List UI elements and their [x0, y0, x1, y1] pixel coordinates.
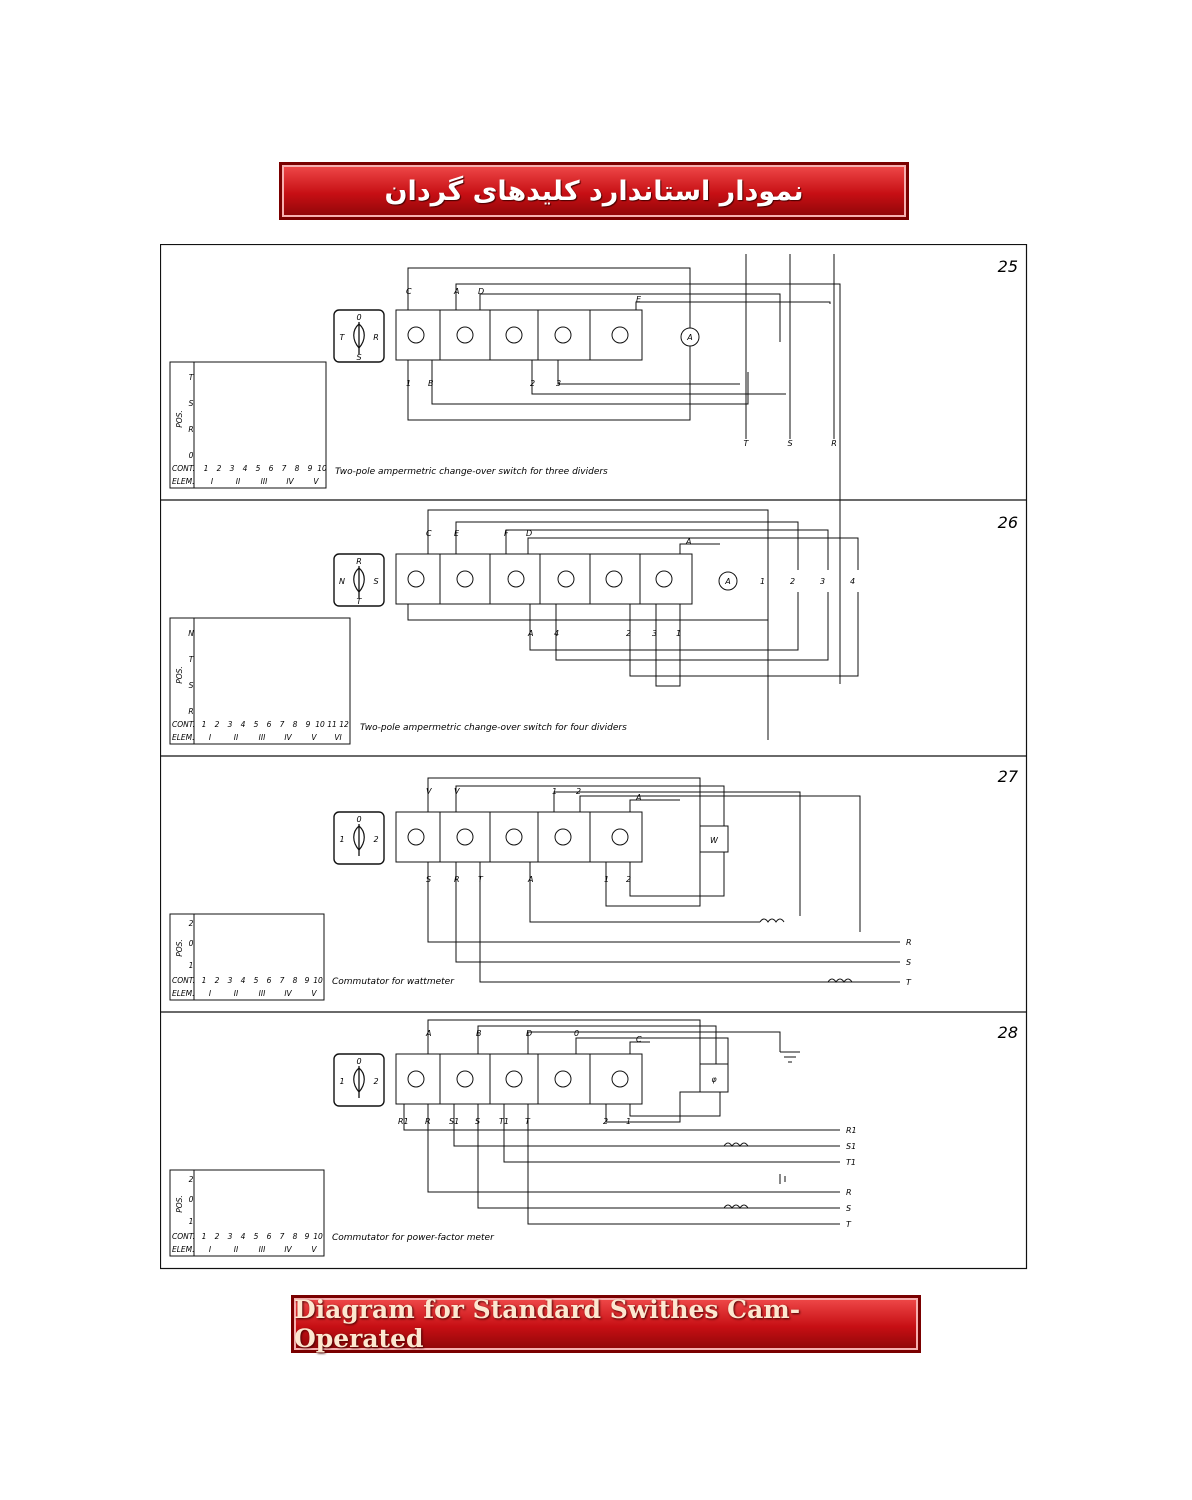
- knob-label-left: 1: [339, 835, 345, 844]
- grid-elem-label: ELEM.: [172, 477, 195, 486]
- grid-cont-6: 6: [268, 464, 274, 473]
- top-label: A: [686, 537, 692, 546]
- grid-elem-3: III: [258, 1245, 266, 1254]
- line-label: R: [831, 439, 837, 448]
- grid-cont-4: 4: [240, 1232, 246, 1241]
- selector-knob: [334, 1054, 384, 1106]
- grid-pos-label: POS.: [175, 939, 184, 957]
- grid-cont-10: 10: [313, 1232, 323, 1241]
- panel-caption: Commutator for power-factor meter: [332, 1233, 494, 1243]
- grid-cont-9: 9: [307, 464, 313, 473]
- top-label: D: [526, 529, 533, 538]
- grid-pos-1: T: [188, 655, 194, 664]
- grid-elem-1: I: [210, 477, 214, 486]
- top-label: V: [454, 787, 460, 796]
- bottom-label: S: [426, 875, 432, 884]
- grid-pos-label: POS.: [175, 410, 184, 428]
- grid-cont-5: 5: [253, 720, 259, 729]
- bottom-label: R1: [398, 1117, 409, 1126]
- knob-label-bottom: T: [356, 597, 362, 606]
- grid-cont-4: 4: [240, 976, 246, 985]
- grid-cont-8: 8: [294, 464, 300, 473]
- line-label: T: [743, 439, 749, 448]
- grid-pos-0: 2: [188, 919, 194, 928]
- bottom-label: 1: [676, 629, 682, 638]
- top-label: E: [636, 295, 642, 304]
- line-label: S: [787, 439, 793, 448]
- top-label: C: [636, 1035, 642, 1044]
- grid-elem-4: IV: [286, 477, 294, 486]
- top-label: A: [636, 793, 642, 802]
- line-label: 2: [790, 577, 796, 586]
- grid-cont-label: CONT.: [172, 720, 195, 729]
- grid-cont-1: 1: [201, 1232, 207, 1241]
- grid-cont-6: 6: [266, 720, 272, 729]
- grid-cont-7: 7: [279, 1232, 285, 1241]
- top-label: D: [526, 1029, 533, 1038]
- grid-cont-9: 9: [305, 720, 311, 729]
- grid-pos-1: S: [188, 399, 194, 408]
- panel-number: 28: [997, 1023, 1018, 1042]
- grid-cont-10: 10: [315, 720, 325, 729]
- title-banner-persian: نمودار استاندارد کلیدهای گردان: [279, 162, 909, 220]
- grid-cont-1: 1: [203, 464, 209, 473]
- line-label: 3: [820, 577, 826, 586]
- selector-knob: [334, 310, 384, 362]
- bottom-label: A: [528, 875, 534, 884]
- panel-caption: Two-pole ampermetric change-over switch for three dividers: [335, 467, 608, 477]
- panel-number: 25: [997, 257, 1018, 276]
- selector-knob: [334, 812, 384, 864]
- grid-pos-label: POS.: [175, 1195, 184, 1213]
- top-label: 0: [574, 1029, 580, 1038]
- knob-label-top: 0: [356, 313, 362, 322]
- top-label: 1: [552, 787, 558, 796]
- line-label: T: [846, 1220, 851, 1229]
- bottom-label: 2: [626, 875, 632, 884]
- top-label: A: [454, 287, 460, 296]
- grid-cont-2: 2: [216, 464, 222, 473]
- bottom-label: 1: [406, 379, 412, 388]
- panel-caption: Two-pole ampermetric change-over switch for four dividers: [360, 723, 627, 733]
- bottom-label: 1: [604, 875, 610, 884]
- grid-cont-9: 9: [304, 976, 310, 985]
- grid-elem-1: I: [208, 989, 212, 998]
- grid-cont-1: 1: [201, 976, 207, 985]
- grid-cont-3: 3: [227, 1232, 233, 1241]
- grid-cont-3: 3: [227, 976, 233, 985]
- line-label: R1: [846, 1126, 857, 1135]
- knob-label-right: R: [373, 333, 379, 342]
- grid-pos-2: 1: [188, 1217, 194, 1226]
- grid-elem-label: ELEM.: [172, 733, 195, 742]
- grid-elem-3: III: [258, 989, 266, 998]
- panel-number: 27: [997, 767, 1018, 786]
- grid-pos-3: R: [188, 707, 194, 716]
- panel-number: 26: [997, 513, 1018, 532]
- bottom-label: B: [428, 379, 434, 388]
- top-label: C: [406, 287, 412, 296]
- grid-cont-7: 7: [279, 976, 285, 985]
- grid-cont-4: 4: [240, 720, 246, 729]
- grid-cont-2: 2: [214, 720, 220, 729]
- knob-label-bottom: S: [356, 353, 362, 362]
- grid-elem-5: V: [311, 989, 317, 998]
- grid-cont-label: CONT.: [172, 464, 195, 473]
- grid-elem-5: V: [311, 1245, 317, 1254]
- knob-label-top: 0: [356, 1057, 362, 1066]
- grid-elem-2: II: [235, 477, 241, 486]
- grid-cont-11: 11: [327, 720, 337, 729]
- panel-caption: Commutator for wattmeter: [332, 977, 454, 987]
- line-label: 1: [760, 577, 766, 586]
- bottom-label: 1: [626, 1117, 632, 1126]
- bottom-label: 2: [603, 1117, 609, 1126]
- grid-pos-0: N: [188, 629, 194, 638]
- top-label: 2: [576, 787, 582, 796]
- grid-cont-6: 6: [266, 1232, 272, 1241]
- grid-cont-3: 3: [227, 720, 233, 729]
- grid-pos-3: 0: [188, 451, 194, 460]
- bottom-label: 4: [554, 629, 560, 638]
- grid-elem-label: ELEM.: [172, 989, 195, 998]
- grid-elem-3: III: [260, 477, 268, 486]
- bottom-label: A: [528, 629, 534, 638]
- grid-elem-4: IV: [284, 733, 292, 742]
- bottom-label: 2: [626, 629, 632, 638]
- grid-elem-6: VI: [334, 733, 342, 742]
- grid-cont-1: 1: [201, 720, 207, 729]
- line-label: T1: [846, 1158, 856, 1167]
- bottom-label: T: [525, 1117, 530, 1126]
- grid-pos-2: 1: [188, 961, 194, 970]
- grid-pos-0: T: [188, 373, 194, 382]
- grid-cont-label: CONT.: [172, 976, 195, 985]
- top-label: A: [426, 1029, 432, 1038]
- grid-cont-8: 8: [292, 720, 298, 729]
- grid-elem-1: I: [208, 733, 212, 742]
- line-label: R: [846, 1188, 852, 1197]
- knob-label-right: 2: [373, 1077, 379, 1086]
- knob-label-right: 2: [373, 835, 379, 844]
- grid-cont-10: 10: [317, 464, 327, 473]
- grid-elem-4: IV: [284, 989, 292, 998]
- grid-elem-5: V: [311, 733, 317, 742]
- meter-label: A: [725, 577, 731, 586]
- bottom-label: R: [454, 875, 460, 884]
- grid-elem-4: IV: [284, 1245, 292, 1254]
- bottom-label: T1: [499, 1117, 509, 1126]
- grid-cont-label: CONT.: [172, 1232, 195, 1241]
- grid-cont-7: 7: [281, 464, 287, 473]
- grid-cont-10: 10: [313, 976, 323, 985]
- grid-pos-0: 2: [188, 1175, 194, 1184]
- grid-pos-label: POS.: [175, 666, 184, 684]
- grid-cont-5: 5: [253, 976, 259, 985]
- bottom-label: 3: [652, 629, 658, 638]
- knob-label-right: S: [373, 577, 379, 586]
- knob-label-left: 1: [339, 1077, 345, 1086]
- grid-cont-9: 9: [304, 1232, 310, 1241]
- grid-pos-2: R: [188, 425, 194, 434]
- bottom-label: R: [425, 1117, 431, 1126]
- line-label: S: [906, 958, 912, 967]
- grid-elem-2: II: [233, 989, 239, 998]
- grid-cont-4: 4: [242, 464, 248, 473]
- line-label: 4: [850, 577, 856, 586]
- grid-elem-label: ELEM.: [172, 1245, 195, 1254]
- line-label: R: [906, 938, 912, 947]
- line-label: T: [906, 978, 911, 987]
- top-label: E: [454, 529, 460, 538]
- grid-cont-12: 12: [339, 720, 349, 729]
- knob-label-top: 0: [356, 815, 362, 824]
- grid-elem-2: II: [233, 733, 239, 742]
- knob-label-left: N: [339, 577, 345, 586]
- line-label: S: [846, 1204, 852, 1213]
- knob-label-left: T: [339, 333, 345, 342]
- grid-cont-2: 2: [214, 976, 220, 985]
- grid-cont-5: 5: [253, 1232, 259, 1241]
- grid-cont-8: 8: [292, 1232, 298, 1241]
- grid-elem-2: II: [233, 1245, 239, 1254]
- meter-label: φ: [711, 1075, 717, 1084]
- grid-pos-1: 0: [188, 1195, 194, 1204]
- grid-cont-7: 7: [279, 720, 285, 729]
- selector-knob: [334, 554, 384, 606]
- top-label: B: [476, 1029, 482, 1038]
- line-label: S1: [846, 1142, 857, 1151]
- grid-cont-8: 8: [292, 976, 298, 985]
- grid-pos-2: S: [188, 681, 194, 690]
- knob-label-top: R: [356, 557, 362, 566]
- bottom-label: S: [475, 1117, 481, 1126]
- top-label: F: [504, 529, 509, 538]
- grid-cont-3: 3: [229, 464, 235, 473]
- grid-cont-5: 5: [255, 464, 261, 473]
- bottom-label: 3: [556, 379, 562, 388]
- grid-elem-1: I: [208, 1245, 212, 1254]
- bottom-label: 2: [530, 379, 536, 388]
- meter-label: W: [710, 836, 718, 845]
- title-banner-english: Diagram for Standard Swithes Cam-Operated: [291, 1295, 921, 1353]
- grid-cont-2: 2: [214, 1232, 220, 1241]
- top-label: V: [426, 787, 432, 796]
- meter-label: A: [687, 333, 693, 342]
- bottom-label: T: [478, 875, 483, 884]
- bottom-label: S1: [449, 1117, 460, 1126]
- grid-pos-1: 0: [188, 939, 194, 948]
- diagram-sheet: [160, 244, 1028, 1270]
- grid-elem-5: V: [313, 477, 319, 486]
- top-label: D: [478, 287, 485, 296]
- grid-cont-6: 6: [266, 976, 272, 985]
- top-label: C: [426, 529, 432, 538]
- grid-elem-3: III: [258, 733, 266, 742]
